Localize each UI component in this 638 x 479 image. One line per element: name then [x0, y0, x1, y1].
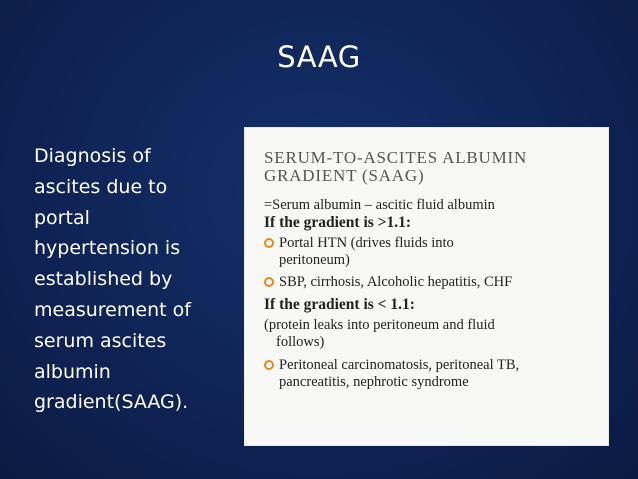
high-gradient-item — [264, 274, 604, 291]
high-gradient-label: If the gradient is >1.1: — [264, 214, 412, 231]
bullet-icon — [264, 277, 274, 287]
item-line: SBP, cirrhosis, Alcoholic hepatitis, CHF — [279, 274, 513, 290]
saag-formula: =Serum albumin – ascitic fluid albumin — [264, 197, 495, 213]
bullet-icon — [264, 360, 274, 370]
body-line: ascites due to — [34, 175, 168, 198]
low-gradient-note: (protein leaks into peritoneum and fluid — [264, 317, 495, 333]
figure-heading-line: GRADIENT (SAAG) — [264, 166, 425, 185]
item-line: Peritoneal carcinomatosis, peritoneal TB, — [279, 357, 520, 373]
body-line: hypertension is — [34, 237, 181, 260]
body-line: albumin — [34, 360, 111, 383]
high-gradient-item — [264, 235, 604, 269]
body-line: Diagnosis of — [34, 145, 151, 167]
item-line: Portal HTN (drives fluids into — [279, 235, 454, 251]
body-line: measurement of — [34, 298, 191, 321]
slide-title: SAAG — [277, 40, 361, 74]
slide-body-text — [34, 141, 239, 418]
figure-heading — [264, 149, 604, 185]
body-line: serum ascites — [34, 329, 167, 352]
low-gradient-item — [264, 357, 604, 391]
item-line: peritoneum) — [279, 252, 350, 268]
bullet-icon — [264, 238, 274, 248]
body-line: established by — [34, 268, 173, 291]
figure-heading-line: SERUM-TO-ASCITES ALBUMIN — [264, 148, 528, 167]
saag-figure — [244, 127, 609, 446]
item-line: pancreatitis, nephrotic syndrome — [279, 374, 469, 390]
body-line: gradient(SAAG). — [34, 391, 189, 414]
low-gradient-note: follows) — [276, 334, 325, 350]
low-gradient-label: If the gradient is < 1.1: — [264, 296, 415, 313]
body-line: portal — [34, 206, 90, 229]
